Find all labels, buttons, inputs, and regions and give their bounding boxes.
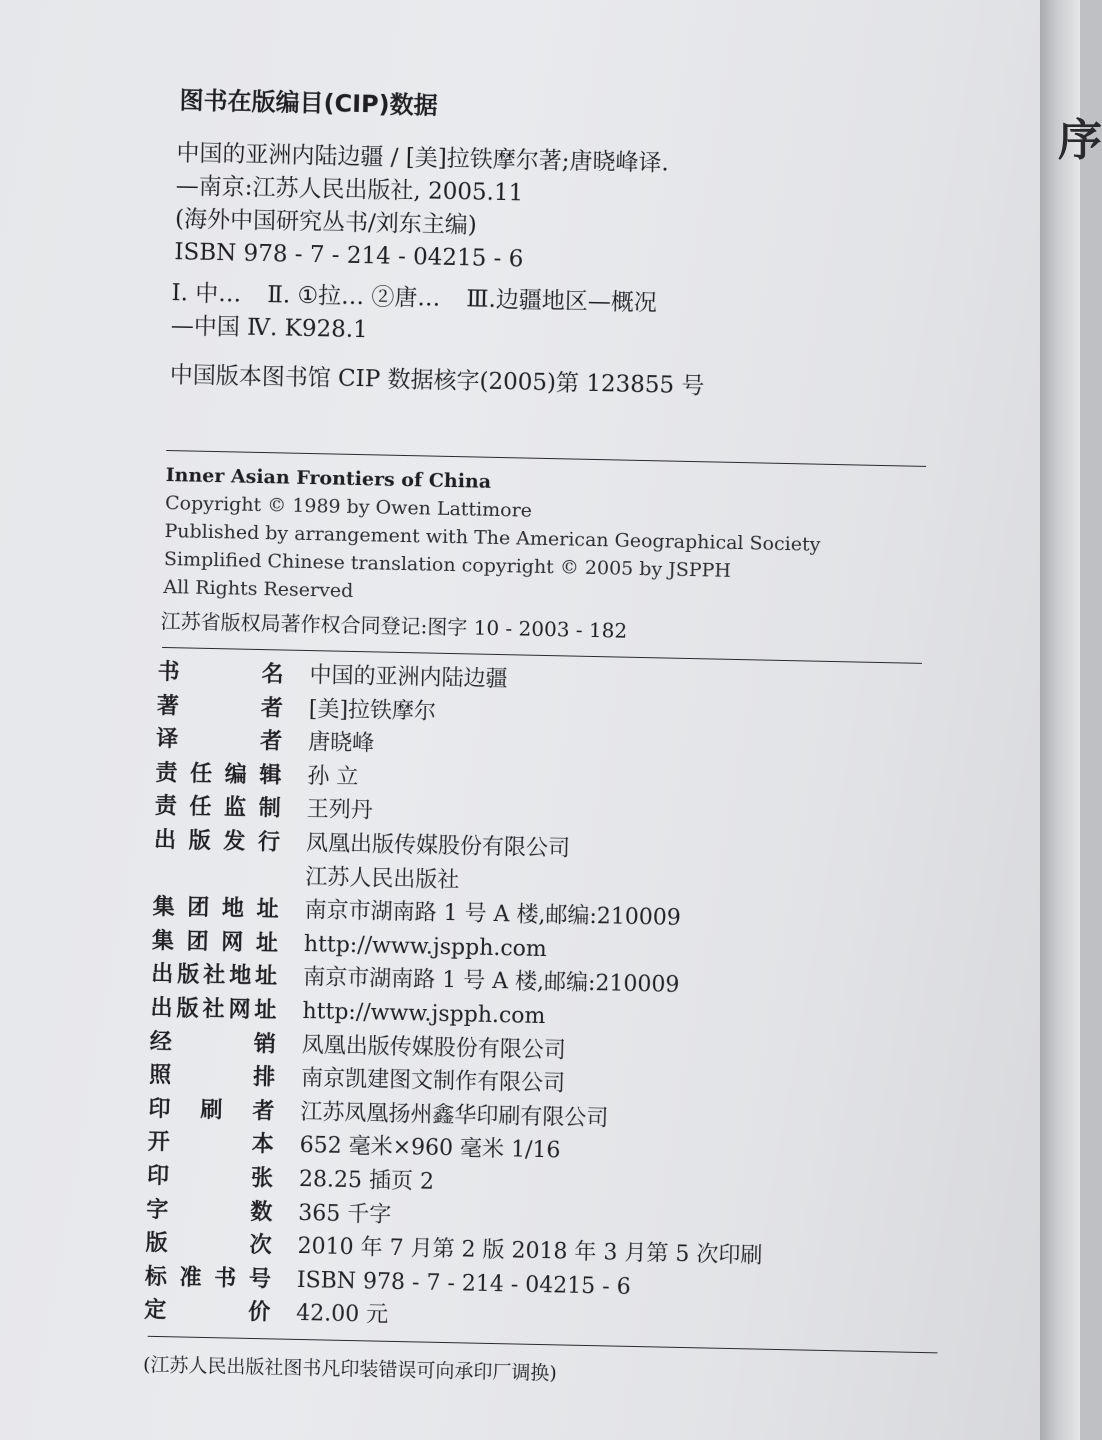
cip-classification-line2: —中国 Ⅳ. K928.1 [170, 313, 369, 344]
spec-value: 江苏凤凰扬州鑫华印刷有限公司 [300, 1099, 609, 1132]
next-page-glyph: 序 [1058, 115, 1102, 166]
cip-heading: 图书在版编目(CIP)数据 [179, 86, 438, 120]
spec-label: 出 版 社 地 址 [150, 962, 278, 990]
spec-value: 2010 年 7 月第 2 版 2018 年 3 月第 5 次印刷 [297, 1234, 763, 1269]
english-copyright: Copyright © 1989 by Owen Lattimore [164, 491, 533, 522]
spec-value: 365 千字 [298, 1200, 392, 1228]
spec-label: 开 本 [147, 1130, 274, 1158]
spec-label: 著 者 [156, 693, 284, 722]
spec-value: 中国的亚洲内陆边疆 [309, 663, 508, 693]
spec-value: http://www.jspph.com [303, 931, 548, 962]
cip-verification: 中国版本图书馆 CIP 数据核字(2005)第 123855 号 [169, 362, 705, 400]
spec-label: 出 版 社 网 址 [150, 995, 277, 1024]
spec-label: 字 数 [146, 1197, 273, 1225]
spec-label: 出 版 发 行 [153, 827, 281, 856]
spec-label: 经 销 [149, 1029, 277, 1057]
spec-value: 652 毫米×960 毫米 1/16 [299, 1133, 561, 1164]
spec-value: 王列丹 [306, 797, 374, 824]
spec-value: 南京凯建图文制作有限公司 [300, 1066, 566, 1097]
spec-label: 集 团 地 址 [152, 894, 279, 923]
spec-value: 28.25 插页 2 [298, 1166, 435, 1195]
spec-value: 42.00 元 [295, 1301, 389, 1329]
footer-note: (江苏人民出版社图书凡印装错误可向承印厂调换) [142, 1353, 558, 1385]
spec-value: 唐晓峰 [307, 730, 375, 757]
spec-label: 译 者 [155, 727, 283, 755]
spec-value: 凤凰出版传媒股份有限公司 [301, 1032, 567, 1064]
cip-title-line: 中国的亚洲内陆边疆 / [美]拉铁摩尔著;唐晓峰译. [176, 140, 670, 177]
spec-label: 印 刷 者 [148, 1096, 275, 1125]
spec-value: 南京市湖南路 1 号 A 楼,邮编:210009 [302, 965, 680, 999]
spec-label: 责 任 编 辑 [155, 760, 282, 789]
spec-value: http://www.jspph.com [302, 998, 546, 1030]
spec-value: ISBN 978 - 7 - 214 - 04215 - 6 [296, 1267, 631, 1300]
cip-publisher-line: —南京:江苏人民出版社, 2005.11 [175, 173, 524, 207]
english-arrangement: Published by arrangement with The American Geographical Society [164, 519, 821, 556]
spec-label: 版 次 [145, 1230, 272, 1259]
cip-class-term: Ⅰ. 中… [171, 280, 242, 308]
spec-label: 照 排 [148, 1062, 276, 1091]
spec-value: 南京市湖南路 1 号 A 楼,邮编:210009 [304, 898, 682, 932]
spec-value: 凤凰出版传媒股份有限公司 [305, 830, 571, 862]
copyright-registration: 江苏省版权局著作权合同登记:图字 10 - 2003 - 182 [160, 608, 628, 643]
spec-label: 标 准 书 号 [144, 1264, 272, 1293]
spec-label: 责 任 监 制 [154, 794, 281, 822]
spec-value: 江苏人民出版社 [305, 864, 460, 893]
next-page-edge [1040, 0, 1102, 1440]
page-content [143, 80, 970, 1395]
english-translation-copyright: Simplified Chinese translation copyright © 2005 by JSPPH [163, 547, 732, 582]
cip-class-term: Ⅱ. ①拉… ②唐… [266, 282, 441, 312]
cip-isbn-line: ISBN 978 - 7 - 214 - 04215 - 6 [174, 239, 524, 273]
cip-series-line: (海外中国研究丛书/刘东主编) [174, 206, 477, 239]
english-rights: All Rights Reserved [163, 575, 354, 602]
spec-value: [美]拉铁摩尔 [308, 696, 437, 725]
english-title: Inner Asian Frontiers of China [165, 463, 492, 493]
spec-label: 书 名 [157, 659, 284, 688]
spec-label: 集 团 网 址 [151, 928, 279, 957]
cip-class-term: Ⅲ.边疆地区—概况 [466, 286, 658, 317]
spec-value: 孙 立 [307, 763, 359, 790]
spec-label: 印 张 [146, 1163, 274, 1192]
spec-label: 定 价 [143, 1298, 271, 1326]
book-spec-table [144, 656, 958, 1344]
